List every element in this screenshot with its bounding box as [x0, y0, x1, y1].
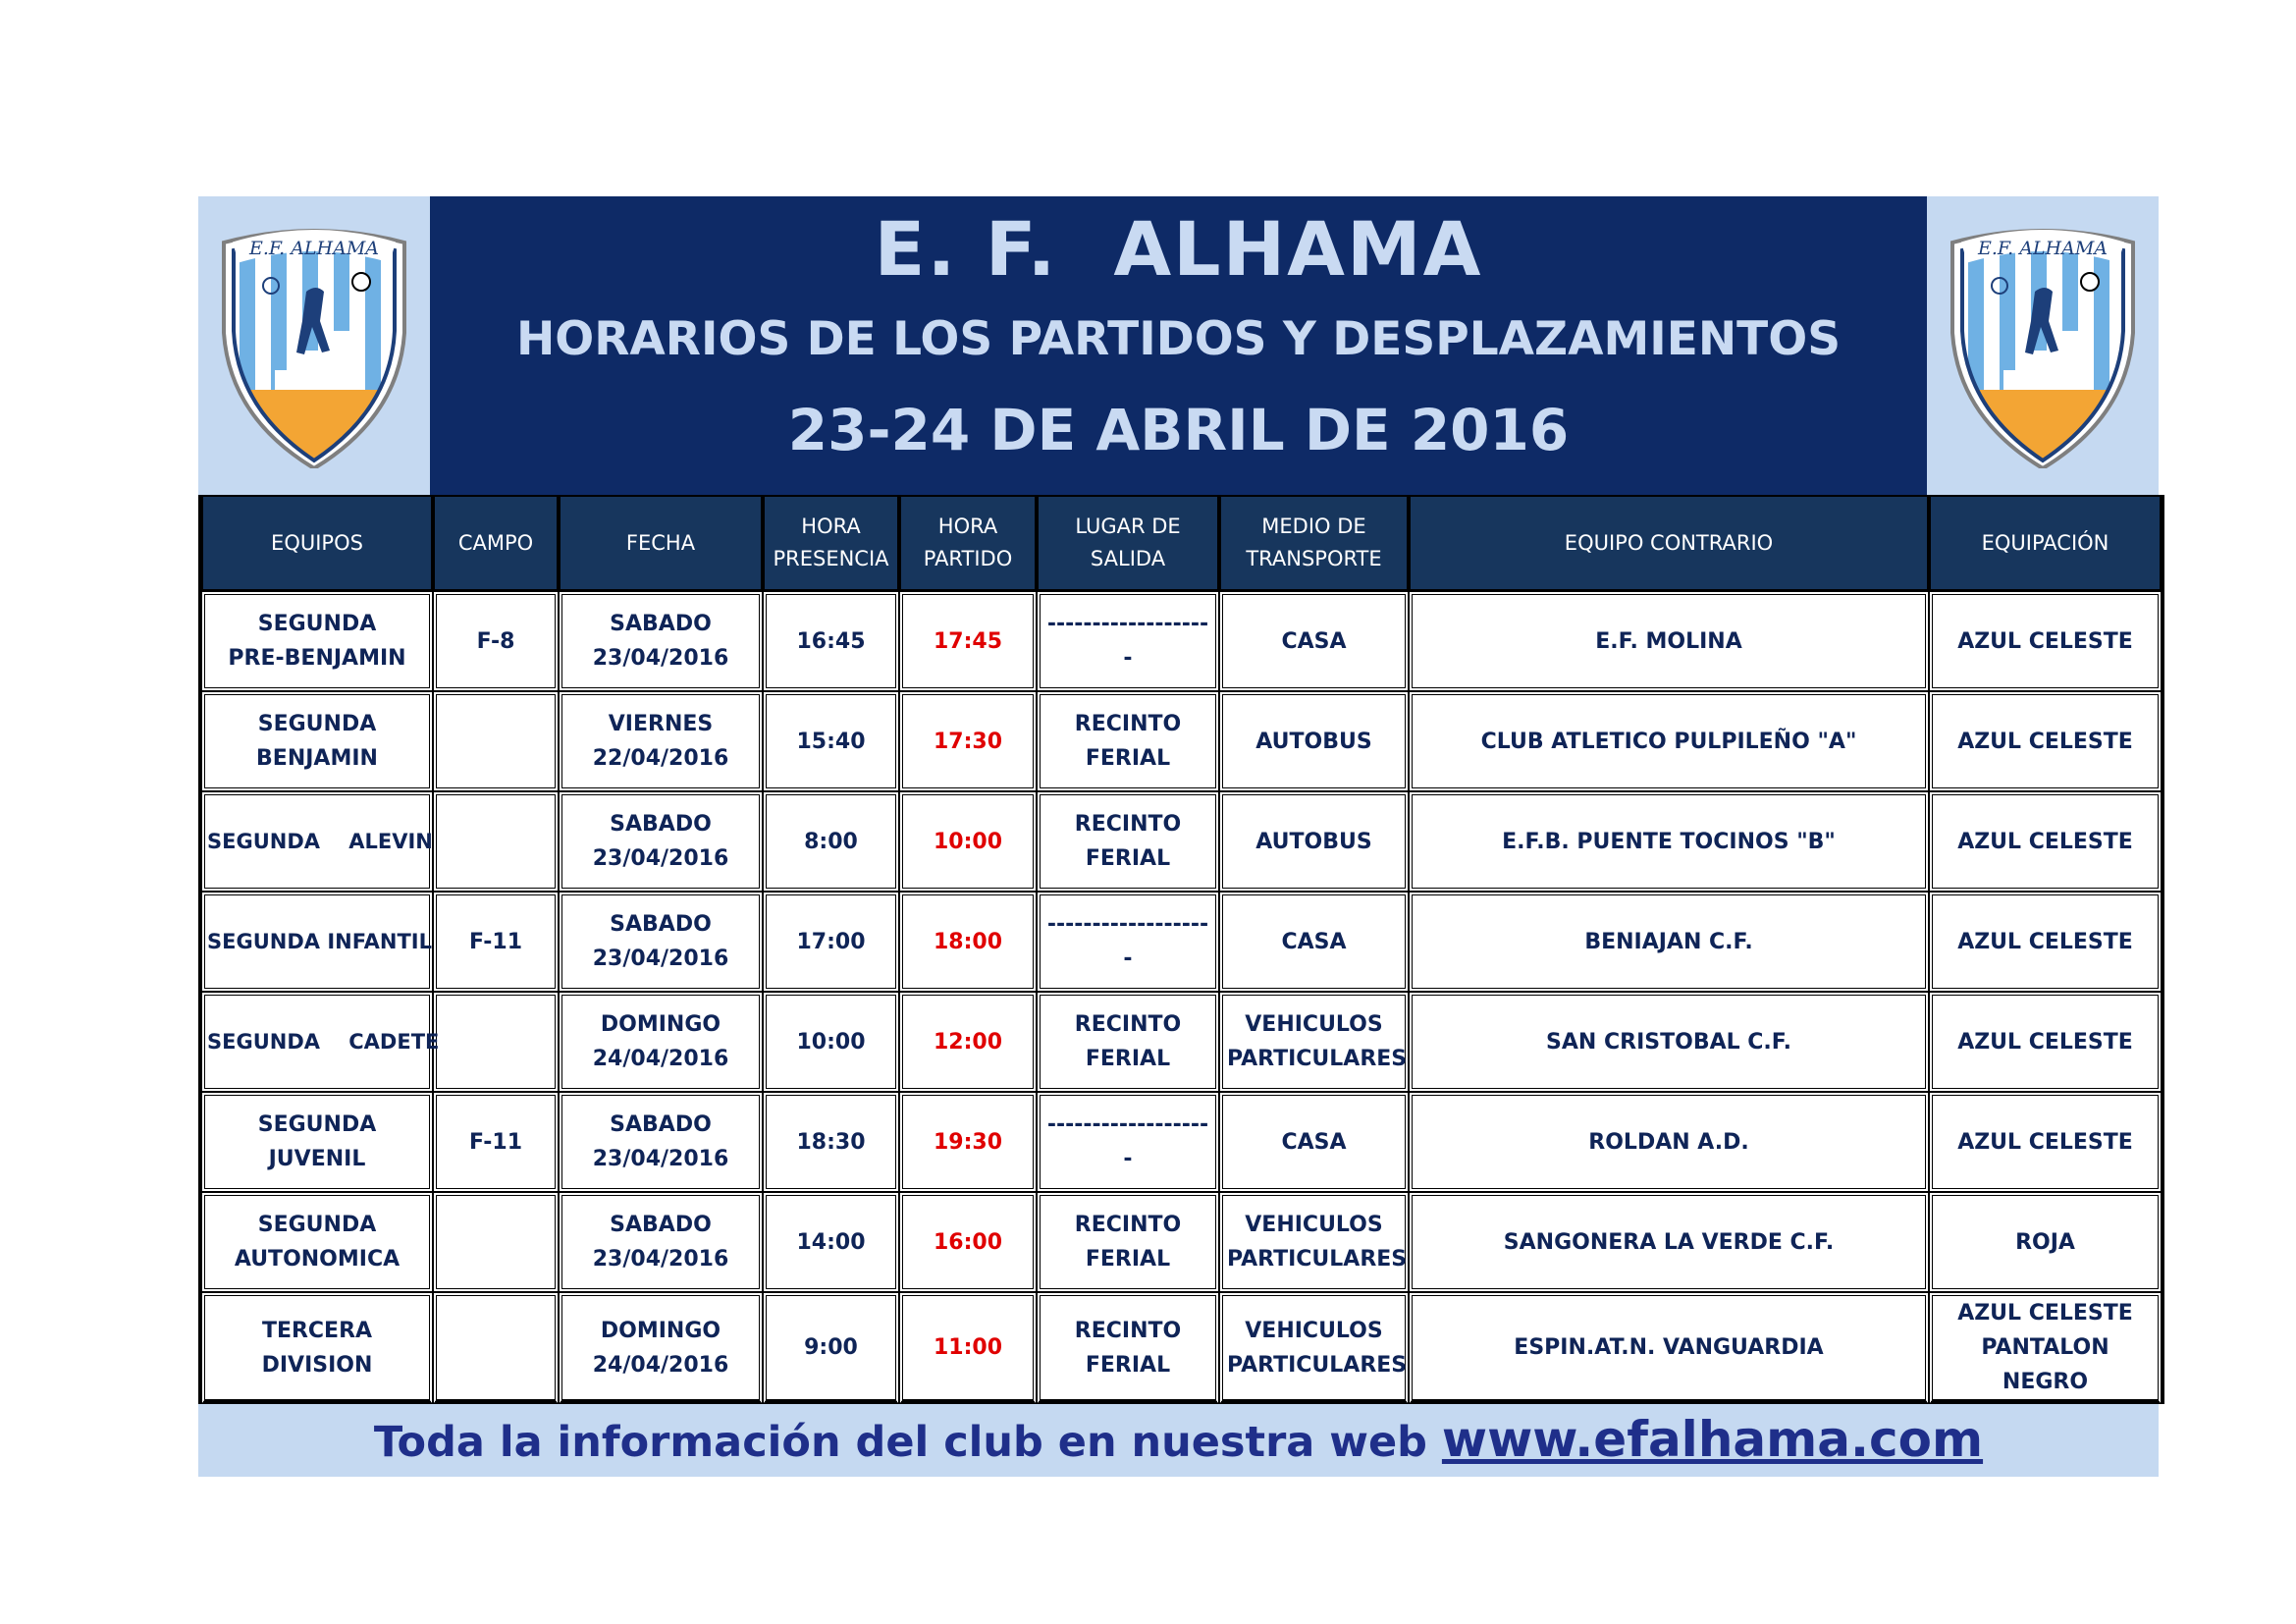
- club-crest-icon: [1945, 223, 2141, 468]
- cell-fecha: SABADO 23/04/2016: [559, 1192, 763, 1292]
- cell-equipo: SEGUNDA CADETE: [201, 992, 433, 1092]
- cell-medio-transporte: VEHICULOS PARTICULARES: [1219, 992, 1409, 1092]
- cell-hora-partido: 17:45: [899, 591, 1037, 691]
- cell-campo: [433, 691, 559, 791]
- cell-equipacion: ROJA: [1929, 1192, 2162, 1292]
- cell-fecha: SABADO 23/04/2016: [559, 892, 763, 992]
- cell-campo: [433, 1292, 559, 1404]
- cell-lugar-salida: RECINTO FERIAL: [1037, 992, 1219, 1092]
- cell-equipo-contrario: E.F.B. PUENTE TOCINOS "B": [1409, 791, 1929, 892]
- cell-hora-presencia: 16:45: [763, 591, 899, 691]
- cell-campo: [433, 791, 559, 892]
- cell-hora-partido: 16:00: [899, 1192, 1037, 1292]
- cell-equipacion: AZUL CELESTE: [1929, 691, 2162, 791]
- table-row: [201, 791, 2162, 892]
- cell-equipo-contrario: SAN CRISTOBAL C.F.: [1409, 992, 1929, 1092]
- club-crest-icon: [216, 223, 412, 468]
- banner: [198, 196, 2159, 495]
- cell-equipacion: AZUL CELESTE: [1929, 1092, 2162, 1192]
- cell-hora-partido: 18:00: [899, 892, 1037, 992]
- website-link[interactable]: www.efalhama.com: [1441, 1411, 1984, 1468]
- table-header-row: [201, 495, 2162, 591]
- cell-lugar-salida: -------------------: [1037, 591, 1219, 691]
- cell-equipacion: AZUL CELESTE PANTALON NEGRO: [1929, 1292, 2162, 1404]
- table-row: [201, 1192, 2162, 1292]
- cell-fecha: SABADO 23/04/2016: [559, 1092, 763, 1192]
- col-header-equipacion: EQUIPACIÓN: [1929, 495, 2162, 591]
- cell-fecha: VIERNES 22/04/2016: [559, 691, 763, 791]
- crest-right: [1927, 196, 2159, 495]
- cell-equipo: SEGUNDA ALEVIN: [201, 791, 433, 892]
- cell-equipo: SEGUNDA AUTONOMICA: [201, 1192, 433, 1292]
- schedule-subtitle: HORARIOS DE LOS PARTIDOS Y DESPLAZAMIENTOS: [515, 312, 1842, 366]
- table-row: [201, 992, 2162, 1092]
- cell-medio-transporte: VEHICULOS PARTICULARES: [1219, 1192, 1409, 1292]
- cell-hora-partido: 12:00: [899, 992, 1037, 1092]
- cell-hora-partido: 10:00: [899, 791, 1037, 892]
- col-header-campo: CAMPO: [433, 495, 559, 591]
- cell-equipo: SEGUNDA JUVENIL: [201, 1092, 433, 1192]
- cell-lugar-salida: RECINTO FERIAL: [1037, 1292, 1219, 1404]
- cell-medio-transporte: CASA: [1219, 1092, 1409, 1192]
- cell-equipo-contrario: ESPIN.AT.N. VANGUARDIA: [1409, 1292, 1929, 1404]
- table-row: [201, 691, 2162, 791]
- cell-equipo-contrario: BENIAJAN C.F.: [1409, 892, 1929, 992]
- cell-hora-partido: 11:00: [899, 1292, 1037, 1404]
- cell-medio-transporte: CASA: [1219, 892, 1409, 992]
- cell-lugar-salida: -------------------: [1037, 892, 1219, 992]
- table-row: [201, 1092, 2162, 1192]
- cell-medio-transporte: VEHICULOS PARTICULARES: [1219, 1292, 1409, 1404]
- cell-equipo: TERCERA DIVISION: [201, 1292, 433, 1404]
- col-header-medio-transporte: MEDIO DE TRANSPORTE: [1219, 495, 1409, 591]
- cell-lugar-salida: RECINTO FERIAL: [1037, 791, 1219, 892]
- cell-equipacion: AZUL CELESTE: [1929, 591, 2162, 691]
- col-header-fecha: FECHA: [559, 495, 763, 591]
- schedule-sheet: [198, 196, 2159, 1477]
- cell-fecha: DOMINGO 24/04/2016: [559, 1292, 763, 1404]
- cell-hora-presencia: 9:00: [763, 1292, 899, 1404]
- cell-hora-presencia: 18:30: [763, 1092, 899, 1192]
- cell-hora-partido: 17:30: [899, 691, 1037, 791]
- cell-equipo: SEGUNDA PRE-BENJAMIN: [201, 591, 433, 691]
- cell-equipacion: AZUL CELESTE: [1929, 892, 2162, 992]
- cell-equipo-contrario: CLUB ATLETICO PULPILEÑO "A": [1409, 691, 1929, 791]
- cell-hora-presencia: 14:00: [763, 1192, 899, 1292]
- svg-text:E.F. ALHAMA: E.F. ALHAMA: [1977, 238, 2109, 259]
- svg-text:E.F. ALHAMA: E.F. ALHAMA: [248, 238, 380, 259]
- cell-fecha: SABADO 23/04/2016: [559, 791, 763, 892]
- cell-medio-transporte: AUTOBUS: [1219, 691, 1409, 791]
- cell-lugar-salida: -------------------: [1037, 1092, 1219, 1192]
- col-header-hora-partido: HORA PARTIDO: [899, 495, 1037, 591]
- cell-equipo: SEGUNDA INFANTIL: [201, 892, 433, 992]
- col-header-equipo-contrario: EQUIPO CONTRARIO: [1409, 495, 1929, 591]
- cell-equipo-contrario: ROLDAN A.D.: [1409, 1092, 1929, 1192]
- cell-equipo: SEGUNDA BENJAMIN: [201, 691, 433, 791]
- cell-equipo-contrario: E.F. MOLINA: [1409, 591, 1929, 691]
- cell-equipacion: AZUL CELESTE: [1929, 791, 2162, 892]
- cell-hora-partido: 19:30: [899, 1092, 1037, 1192]
- cell-hora-presencia: 10:00: [763, 992, 899, 1092]
- cell-campo: F-11: [433, 892, 559, 992]
- schedule-date: 23-24 DE ABRIL DE 2016: [787, 397, 1570, 463]
- table-row: [201, 591, 2162, 691]
- cell-medio-transporte: CASA: [1219, 591, 1409, 691]
- cell-campo: [433, 992, 559, 1092]
- col-header-hora-presencia: HORA PRESENCIA: [763, 495, 899, 591]
- table-row: [201, 1292, 2162, 1404]
- cell-lugar-salida: RECINTO FERIAL: [1037, 1192, 1219, 1292]
- cell-medio-transporte: AUTOBUS: [1219, 791, 1409, 892]
- cell-equipo-contrario: SANGONERA LA VERDE C.F.: [1409, 1192, 1929, 1292]
- col-header-lugar-salida: LUGAR DE SALIDA: [1037, 495, 1219, 591]
- crest-left: [198, 196, 430, 495]
- cell-fecha: DOMINGO 24/04/2016: [559, 992, 763, 1092]
- cell-hora-presencia: 15:40: [763, 691, 899, 791]
- cell-campo: F-11: [433, 1092, 559, 1192]
- cell-campo: [433, 1192, 559, 1292]
- club-title: E. F. ALHAMA: [874, 205, 1483, 293]
- title-block: [430, 196, 1927, 495]
- schedule-table: [198, 495, 2164, 1404]
- cell-hora-presencia: 17:00: [763, 892, 899, 992]
- footer-text: Toda la información del club en nuestra web: [373, 1418, 1442, 1467]
- cell-hora-presencia: 8:00: [763, 791, 899, 892]
- cell-campo: F-8: [433, 591, 559, 691]
- cell-lugar-salida: RECINTO FERIAL: [1037, 691, 1219, 791]
- table-row: [201, 892, 2162, 992]
- cell-equipacion: AZUL CELESTE: [1929, 992, 2162, 1092]
- footer-bar: [198, 1404, 2159, 1477]
- cell-fecha: SABADO 23/04/2016: [559, 591, 763, 691]
- col-header-equipos: EQUIPOS: [201, 495, 433, 591]
